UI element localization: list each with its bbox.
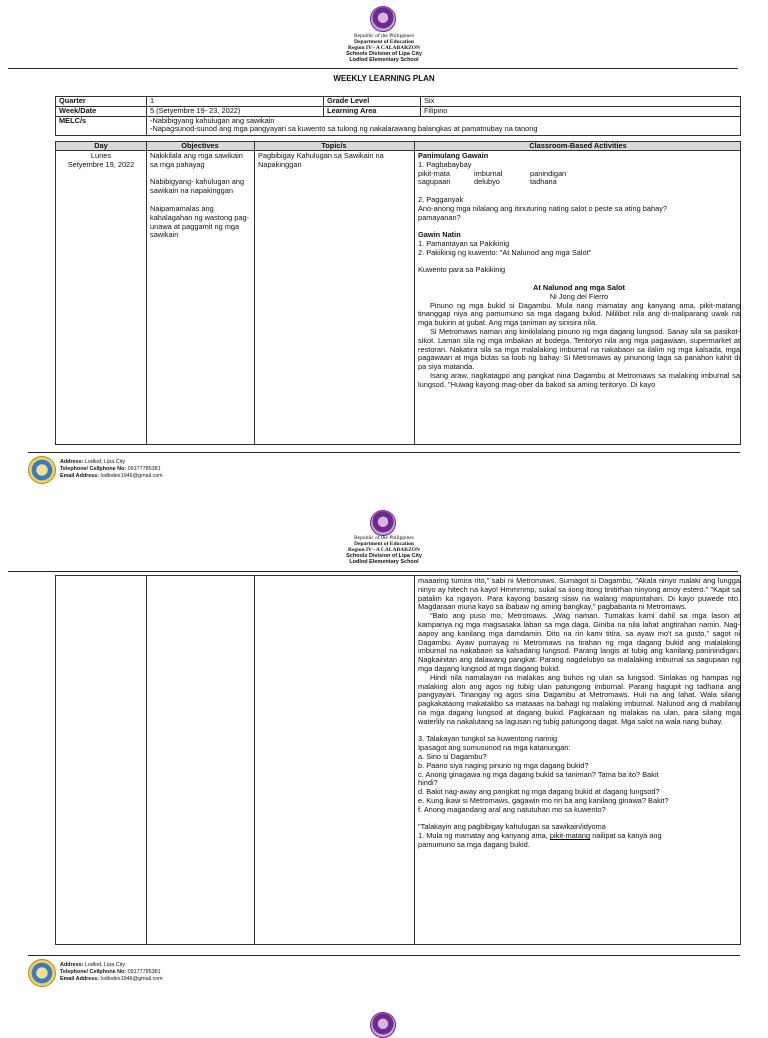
sawikain-example-cont: pamumuno sa mga dagang bukid.	[418, 839, 530, 849]
kuwento-label: Kuwento para sa Pakikinig	[418, 265, 506, 275]
quarter-label: Quarter	[56, 97, 147, 107]
talakayin-heading: "Talakayin ang pagbibigay kahulugan sa sawikain/idyoma	[418, 822, 606, 832]
phone-label: Telephone/ Cellphone No:	[60, 466, 127, 472]
story-paragraph: Pinuno ng mga bukid si Dagambu. Mula nang mamatay ang kanyang ama, pikit-matang tinanggap niya ang pamumuno sa mga dagang bukid. Nililibot nila ang di-maliparang uwak na mga bukirin at gubat. Ang mga taniman ay sinisira nila.	[418, 300, 740, 328]
spelling-word: imburnal	[474, 168, 503, 178]
question-item: a. Sino si Dagambu?	[418, 751, 487, 761]
pagganyak-question-cont: pamayanan?	[418, 212, 461, 222]
week-value: 5 (Setyembre 19- 23, 2022)	[147, 107, 324, 117]
day-name: Lunes	[90, 151, 112, 160]
email-value: lodlodes1946@gmail.com	[100, 473, 163, 479]
story-author: Ni Jong del Fierro	[549, 291, 609, 301]
spelling-word: delubyo	[474, 177, 500, 187]
question-item: d. Bakit nag-away ang pangkat ng mga dagang bukid at dagang lungsod?	[418, 787, 660, 797]
melc-list	[147, 117, 741, 136]
example-text: 1. Mula ng mamatay ang kanyang ama,	[418, 831, 550, 841]
page-title: WEEKLY LEARNING PLAN	[333, 74, 435, 83]
col-topics: Topic/s	[321, 141, 347, 150]
question-item: c. Anong ginagawa ng mga dagang bukid sa taniman? Tama ba ito? Bakit	[418, 769, 659, 779]
story-paragraph: Isang araw, nagkatagpo ang pangkat nina Dagambu at Metromaws sa malaking imburnal sa lungsod. "Huwag kayong mag-ober da bakod sa aming teritoryo. Di kayo	[418, 370, 740, 389]
topic-cell: Pagbibigay Kahulugan sa Sawikain na Napakinggan	[258, 151, 384, 169]
header-republic: Republic of the Philippines	[353, 33, 415, 39]
address-label: Address:	[60, 962, 84, 968]
question-item: e. Kung ikaw si Metromaws, gagawin mo rin ba ang kanilang ginawa? Bakit?	[418, 795, 669, 805]
header-division: Schools Division of Lipa City	[346, 553, 422, 559]
phone-label: Telephone/ Cellphone No:	[60, 969, 127, 975]
objective-item: Nakikilala ang mga sawikain sa mga pahayag	[150, 151, 243, 169]
area-label: Learning Area	[324, 107, 421, 117]
header-school: Lodlod Elementary School	[349, 559, 419, 565]
activities-cell-page2	[418, 577, 740, 850]
day-date: Setyembre 19, 2022	[67, 159, 135, 169]
day-cell	[56, 152, 146, 170]
gawin-item: 2. Pakikinig ng kuwento: "At Nalunod ang mga Salot"	[418, 247, 592, 257]
email-label: Email Address:	[60, 976, 100, 982]
header-rule	[8, 68, 738, 69]
panimulang-heading: Panimulang Gawain	[418, 151, 489, 160]
melc-item: -Napagsunod-sunod ang mga pangyayari sa kuwento sa tulong ng nakalarawang balangkas at pamatnubay na tanong	[150, 124, 538, 133]
question-item: b. Paano siya naging pinuno ng mga dagang bukid?	[418, 760, 589, 770]
info-table	[55, 96, 741, 136]
plan-body-page1	[55, 150, 741, 445]
melc-item: -Nabibigyang kahulugan ang sawikain	[150, 116, 275, 125]
address-value: Lodlod, Lipa City	[84, 962, 126, 968]
story-paragraph: Hindi nila namalayan na malakas ang buhos ng ulan sa lungsod. Sinlakas ng hampas ng malaking alon ang agos ng tubig ulan patungong imburnal. Parang hagupit ng tadhana ang pangyayari. Tinangay ng agos sina Dagambu at Metromaws. Huli na ang lahat. Wala silang pagkakataong makatakbo sa mataaas na bahagi ng malaking imburnal. Nalunod ang di mabilang na mga dagang lungsod at dagang bukid. Pagkaraan ng malakas na ulan, para silang mga waterlily na nakalutang sa lagusan ng tubig patungong dagat. Mga salot na wala nang buhay.	[418, 672, 740, 726]
header-school: Lodlod Elementary School	[349, 57, 419, 63]
footer-contact	[60, 459, 163, 480]
objective-item: Naipamamalas ang kahalagahan ng wastong pag-unawa at paggamit ng mga sawikain	[150, 203, 250, 240]
col-activities: Classroom-Based Activities	[529, 141, 627, 150]
email-label: Email Address:	[60, 473, 100, 479]
col-day: Day	[94, 141, 108, 150]
question-item: f. Anong magandang aral ang natutuhan mo sa kuwento?	[418, 804, 606, 814]
spelling-words-row	[418, 178, 740, 187]
objectives-cell	[150, 152, 252, 240]
pagganyak-question: Ano-anong mga nilalang ang itinuturing nating salot o peste sa ating bahay?	[418, 203, 667, 213]
pagbabaybay-heading: 1. Pagbabaybay	[418, 159, 472, 169]
activities-cell-page1	[418, 152, 740, 390]
story-paragraph: "Bato ang puso mo, Metromaws. „Wag naman. Tumakas kami dahil sa mga lason at kampanya ng mga magsasaka laban sa mga daga. Giniba na nila lahat angtirahan namin. Nag-aapoy ang kanilang mga damdamin. Dito na rin kami titira, sa ayaw mo't sa gusto," sagot ni Dagambu. Ayaw pumayag ni Metromaws na tirahan ng mga dagang bukid ang malalaking imburnal na nakabaon sa kalsadang lungsod. Parang langis at tubig ang kanilang paninindigan. Nagkainitan ang dalawang pangkat. Parang nagdelubyo sa malalaking imburnal sa sagupaan ng mga dagang lungsod at mga dagang bukid.	[418, 611, 740, 673]
deped-seal-icon	[370, 6, 396, 32]
deped-seal-icon	[370, 1012, 396, 1038]
school-logo-icon	[28, 456, 56, 484]
footer-contact	[60, 962, 163, 983]
deped-seal-icon	[370, 510, 396, 536]
school-logo-icon	[28, 959, 56, 987]
grade-label: Grade Level	[324, 97, 421, 107]
header-rule	[8, 571, 738, 572]
header-department: Department of Education	[354, 541, 414, 547]
header-region: Region IV– A CALABARZON	[348, 45, 420, 51]
col-objectives: Objectives	[181, 141, 219, 150]
question-item-cont: hindi?	[418, 778, 438, 788]
phone-value: 09177785381	[127, 969, 161, 975]
phone-value: 09177785381	[127, 466, 161, 472]
spelling-word: pikit-mata	[418, 168, 451, 178]
week-label: Week/Date	[56, 107, 147, 117]
spelling-word: sagupaan	[418, 177, 451, 187]
footer-rule	[28, 955, 740, 956]
objective-item: Nabibigyang- kahulugan ang sawikain na napakinggan	[150, 177, 245, 196]
grade-value: Six	[421, 97, 741, 107]
melc-label: MELC/s	[56, 117, 147, 136]
email-value: lodlodes1946@gmail.com	[100, 976, 163, 982]
spelling-word: panindigan	[530, 168, 567, 178]
example-text: nailipat sa kanya ang	[590, 831, 662, 841]
footer-rule	[28, 452, 740, 453]
header-republic: Republic of the Philippines	[353, 535, 415, 541]
story-paragraph: maaaring tumira rito," sabi ni Metromaws. Sumagot si Dagambu, "Akala ninyo malaki ang lungga ninyo ay hitech na kayo! Hmmmmp, sukal sa iiong itong tinitirhan ninyong amoy estero." "Kapit sa patalim ka ngayon. Para kayong basang sisiw na walang mapuntahan. Di kayo puwede rito. Magdaraan muna kayo sa ibabaw ng aming bangkay," pagbabanta ni Metromaws.	[418, 576, 740, 612]
ipasagot-instruction: Ipasagot ang sumusunod na mga katanungan:	[418, 743, 571, 753]
talakayan-heading: 3. Talakayan tungkol sa kuwentong narinig	[418, 734, 558, 744]
header-department: Department of Education	[354, 39, 414, 45]
spelling-words-row	[418, 170, 740, 179]
plan-body-page2	[55, 575, 741, 945]
quarter-value: 1	[147, 97, 324, 107]
pagganyak-heading: 2. Pagganyak	[418, 194, 464, 204]
address-value: Lodlod, Lipa City	[84, 459, 126, 465]
address-label: Address:	[60, 459, 84, 465]
header-region: Region IV– A CALABARZON	[348, 547, 420, 553]
area-value: Filipino	[421, 107, 741, 117]
spelling-word: tadhana	[530, 177, 557, 187]
gawin-item: 1. Pamantayan sa Pakikinig	[418, 238, 510, 248]
gawin-heading: Gawin Natin	[418, 230, 461, 240]
story-title: At Nalunod ang mga Salot	[533, 282, 625, 292]
example-idiom: pikit-matang	[549, 831, 591, 841]
story-paragraph: Si Metromaws naman ang kinikilalang pinuno ng mga dagang lungsod. Sanay sila sa pasikot-sikot. Laman sila ng mga imbakan at bodega. Teritoryo nila ang mga pagawaan, supermarket at restoran. Nakatira sila sa mga malalaking imburnal na nakabaon sa ilalim ng mga kalsada, mga pagawaan at mga butas sa loob ng bahay. Si Metromaws ay pinunong taga sa panahon kahit di pa siya matanda.	[418, 326, 740, 372]
header-division: Schools Division of Lipa City	[346, 51, 422, 57]
